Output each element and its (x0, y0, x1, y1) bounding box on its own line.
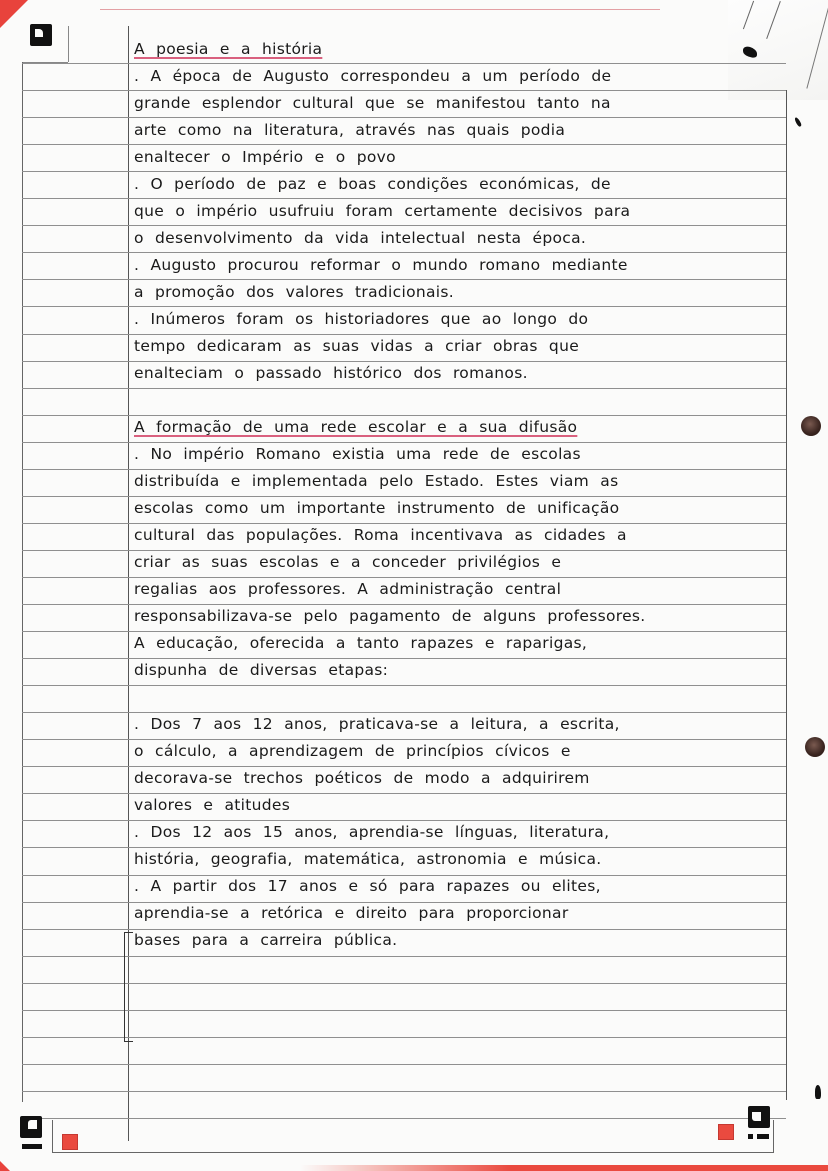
scan-marker-bar-icon (22, 1144, 42, 1149)
section-title: A poesia e a história (134, 40, 323, 58)
text-line: . Augusto procurou reformar o mundo romano mediante (134, 256, 628, 274)
text-line: . A partir dos 17 anos e só para rapazes ou elites, (134, 877, 601, 895)
ruled-line (22, 1064, 786, 1065)
text-line: regalias aos professores. A administração central (134, 580, 562, 598)
text-line: tempo dedicaram as suas vidas a criar obras que (134, 337, 580, 355)
red-square-icon (718, 1124, 734, 1140)
binder-hole-icon (805, 737, 825, 757)
text-line: . Dos 12 aos 15 anos, aprendia-se línguas, literatura, (134, 823, 610, 841)
page-footer-box (52, 1120, 774, 1153)
text-line: o cálculo, a aprendizagem de princípios cívicos e (134, 742, 571, 760)
text-line: que o império usufruiu foram certamente decisivos para (134, 202, 631, 220)
text-line: . No império Romano existia uma rede de escolas (134, 445, 581, 463)
red-square-icon (62, 1134, 78, 1150)
text-line: . Inúmeros foram os historiadores que ao longo do (134, 310, 589, 328)
scan-marker-top-left-icon (30, 24, 52, 46)
margin-bracket (124, 932, 133, 1042)
text-line: criar as suas escolas e a conceder privilégios e (134, 553, 562, 571)
ruled-line (22, 1091, 786, 1092)
text-line: decorava-se trechos poéticos de modo a adquirirem (134, 769, 590, 787)
text-line: o desenvolvimento da vida intelectual nesta época. (134, 229, 587, 247)
red-edge-bottom (300, 1165, 828, 1171)
text-line: . O período de paz e boas condições económicas, de (134, 175, 611, 193)
text-line: . Dos 7 aos 12 anos, praticava-se a leitura, a escrita, (134, 715, 620, 733)
text-line: bases para a carreira pública. (134, 931, 398, 949)
ruled-line (22, 1037, 786, 1038)
blank-line (134, 387, 794, 414)
binder-hole-icon (801, 416, 821, 436)
text-line: grande esplendor cultural que se manifestou tanto na (134, 94, 611, 112)
page-border-left (22, 62, 23, 1102)
text-line: escolas como um importante instrumento de unificação (134, 499, 620, 517)
scan-marker-bottom-left-icon (20, 1116, 42, 1138)
ruled-line-top (100, 9, 660, 10)
page-border (68, 26, 69, 62)
text-line: aprendia-se a retórica e direito para proporcionar (134, 904, 569, 922)
text-line: cultural das populações. Roma incentivava as cidades a (134, 526, 627, 544)
blank-line (134, 684, 794, 711)
text-line: distribuída e implementada pelo Estado. Estes viam as (134, 472, 619, 490)
ink-mark-icon (794, 117, 802, 128)
text-line: dispunha de diversas etapas: (134, 661, 389, 679)
ruled-line (22, 1010, 786, 1011)
text-line: valores e atitudes (134, 796, 291, 814)
text-line: responsabilizava-se pelo pagamento de alguns professores. (134, 607, 646, 625)
text-line: a promoção dos valores tradicionais. (134, 283, 454, 301)
ink-mark-icon (815, 1085, 821, 1099)
scan-marker-bottom-right-icon (748, 1106, 770, 1128)
ruled-line (22, 983, 786, 984)
text-line: história, geografia, matemática, astronomia e música. (134, 850, 602, 868)
ruled-line (22, 1118, 786, 1119)
section-title: A formação de uma rede escolar e a sua difusão (134, 418, 578, 436)
text-line: arte como na literatura, através nas quais podia (134, 121, 566, 139)
red-corner-bottom-left (0, 1161, 10, 1171)
text-line: A educação, oferecida a tanto rapazes e raparigas, (134, 634, 588, 652)
text-line: enalteciam o passado histórico dos romanos. (134, 364, 528, 382)
ruled-line (22, 956, 786, 957)
text-line: enaltecer o Império e o povo (134, 148, 396, 166)
text-line: . A época de Augusto correspondeu a um período de (134, 67, 612, 85)
red-corner-top-left (0, 0, 28, 28)
notebook-content (134, 36, 794, 954)
scan-marker-dots-icon (748, 1134, 770, 1139)
